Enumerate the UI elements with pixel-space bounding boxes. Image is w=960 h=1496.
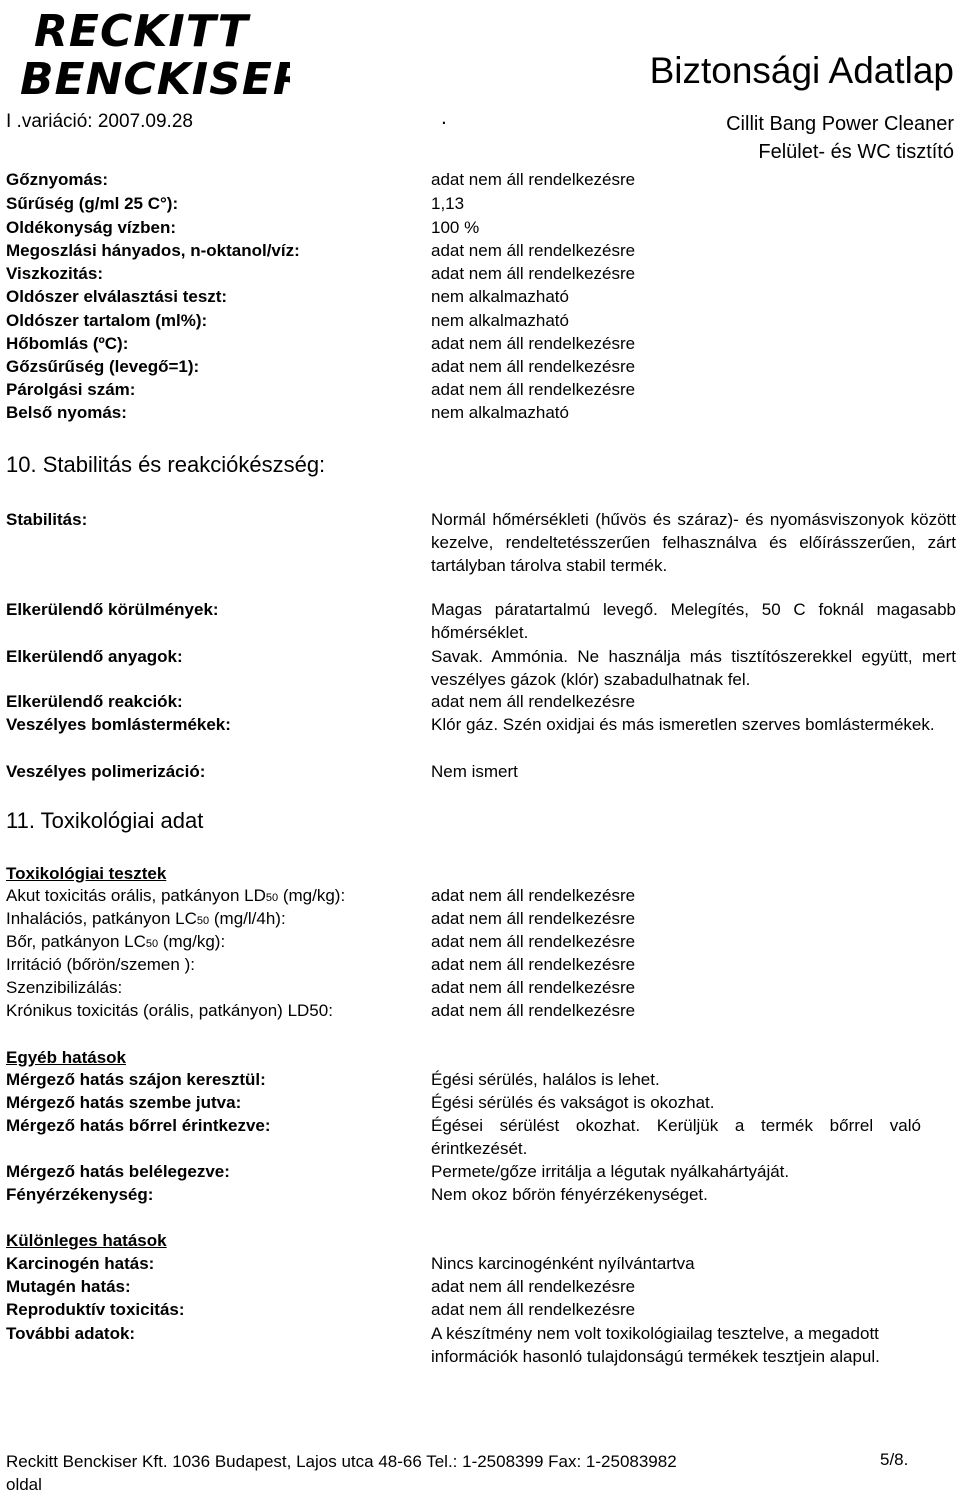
polymerization-value: Nem ismert bbox=[431, 762, 518, 781]
mutagenic-label: Mutagén hatás: bbox=[6, 1277, 131, 1296]
property-value: 100 % bbox=[431, 218, 480, 237]
materials-label: Elkerülendő anyagok: bbox=[6, 647, 183, 666]
property-label: Hőbomlás (ºC): bbox=[6, 334, 129, 353]
materials-value: Savak. Ammónia. Ne használja más tisztítószerekkel együtt, mert veszélyes gázok (klór) szabadulhatnak fel. bbox=[431, 647, 956, 689]
header-dot: . bbox=[441, 106, 447, 129]
further-data-value: A készítmény nem volt toxikológiailag tesztelve, a megadott információk hasonló tulajdonságú termékek tesztjein alapul. bbox=[431, 1324, 880, 1366]
property-label: Sűrűség (g/ml 25 C°): bbox=[6, 194, 179, 213]
section-11-title: 11. Toxikológiai adat bbox=[6, 808, 204, 833]
property-value: adat nem áll rendelkezésre bbox=[431, 380, 636, 399]
test-label: Akut toxicitás orális, patkányon LD bbox=[6, 886, 266, 905]
photosensitivity-label: Fényérzékenység: bbox=[6, 1185, 154, 1204]
product-line2: Felület- és WC tisztító bbox=[758, 141, 954, 163]
version-date: I .variáció: 2007.09.28 bbox=[6, 111, 193, 132]
conditions-value: Magas páratartalmú levegő. Melegítés, 50 C foknál magasabb hőmérséklet. bbox=[431, 600, 956, 642]
footer bbox=[6, 1450, 677, 1496]
logo-graphic bbox=[20, 6, 290, 102]
other-effects-heading: Egyéb hatások bbox=[6, 1048, 126, 1067]
test-row bbox=[6, 907, 956, 930]
footer-company: Reckitt Benckiser Kft. 1036 Budapest, Lajos utca 48-66 Tel.: 1-2508399 Fax: 1-25083982 bbox=[6, 1452, 677, 1471]
logo-line2: BENCKISER bbox=[20, 54, 290, 102]
test-label: Irritáció (bőrön/szemen ): bbox=[6, 955, 195, 974]
inhalation-value: Permete/gőze irritálja a légutak nyálkahártyáját. bbox=[431, 1162, 790, 1181]
reactions-value: adat nem áll rendelkezésre bbox=[431, 692, 636, 711]
carcinogenic-value: Nincs karcinogénként nyílvántartva bbox=[431, 1254, 695, 1273]
test-row bbox=[6, 953, 956, 976]
test-label-subscript: 50 bbox=[265, 892, 279, 904]
property-value: nem alkalmazható bbox=[431, 311, 569, 330]
property-row bbox=[6, 239, 956, 262]
test-value: adat nem áll rendelkezésre bbox=[431, 1001, 636, 1020]
mutagenic-value: adat nem áll rendelkezésre bbox=[431, 1277, 636, 1296]
property-value: adat nem áll rendelkezésre bbox=[431, 334, 636, 353]
decomposition-label: Veszélyes bomlástermékek: bbox=[6, 715, 231, 734]
property-label: Oldószer elválasztási teszt: bbox=[6, 287, 228, 306]
test-row bbox=[6, 999, 956, 1022]
test-label: Bőr, patkányon LC bbox=[6, 932, 146, 951]
test-label-unit: (mg/kg): bbox=[158, 932, 226, 951]
logo-line1: RECKITT bbox=[34, 6, 249, 57]
property-label: Viszkozitás: bbox=[6, 264, 104, 283]
test-value: adat nem áll rendelkezésre bbox=[431, 955, 636, 974]
property-value: adat nem áll rendelkezésre bbox=[431, 170, 636, 189]
test-label: Inhalációs, patkányon LC bbox=[6, 909, 197, 928]
test-label-unit: (mg/kg): bbox=[278, 886, 346, 905]
test-value: adat nem áll rendelkezésre bbox=[431, 886, 636, 905]
tests-heading: Toxikológiai tesztek bbox=[6, 864, 167, 883]
property-row bbox=[6, 262, 956, 285]
reactions-label: Elkerülendő reakciók: bbox=[6, 692, 183, 711]
test-label: Szenzibilizálás: bbox=[6, 978, 123, 997]
special-effects-heading: Különleges hatások bbox=[6, 1231, 167, 1250]
property-value: nem alkalmazható bbox=[431, 403, 569, 422]
property-row bbox=[6, 192, 956, 215]
property-row bbox=[6, 168, 956, 191]
property-row bbox=[6, 378, 956, 401]
property-value: 1,13 bbox=[431, 194, 465, 213]
eye-value: Égési sérülés és vakságot is okozhat. bbox=[431, 1093, 715, 1112]
reproductive-label: Reproduktív toxicitás: bbox=[6, 1300, 185, 1319]
further-data-label: További adatok: bbox=[6, 1324, 136, 1343]
property-row bbox=[6, 332, 956, 355]
reproductive-value: adat nem áll rendelkezésre bbox=[431, 1300, 636, 1319]
test-label-subscript: 50 bbox=[196, 915, 210, 927]
property-label: Oldószer tartalom (ml%): bbox=[6, 311, 208, 330]
footer-page-word: oldal bbox=[6, 1475, 42, 1494]
section-10-title: 10. Stabilitás és reakciókészség: bbox=[6, 452, 326, 477]
skin-label: Mérgező hatás bőrrel érintkezve: bbox=[6, 1116, 271, 1135]
property-label: Gőzsűrűség (levegő=1): bbox=[6, 357, 200, 376]
inhalation-label: Mérgező hatás belélegezve: bbox=[6, 1162, 230, 1181]
document-title: Biztonsági Adatlap bbox=[649, 50, 954, 91]
test-row bbox=[6, 976, 956, 999]
decomposition-value: Klór gáz. Szén oxidjai és más ismeretlen szerves bomlástermékek. bbox=[431, 715, 935, 734]
test-value: adat nem áll rendelkezésre bbox=[431, 978, 636, 997]
test-label-subscript: 50 bbox=[145, 938, 159, 950]
property-label: Oldékonyság vízben: bbox=[6, 218, 177, 237]
property-label: Párolgási szám: bbox=[6, 380, 136, 399]
property-row bbox=[6, 401, 956, 424]
product-line1: Cillit Bang Power Cleaner bbox=[726, 113, 954, 135]
stability-value: Normál hőmérsékleti (hűvös és száraz)- és nyomásviszonyok között kezelve, rendeltetésszerűen felhasználva és előírásszerűen, zárt tartályban tárolva stabil termék. bbox=[431, 510, 956, 575]
test-label-unit: (mg/l/4h): bbox=[209, 909, 286, 928]
property-value: nem alkalmazható bbox=[431, 287, 569, 306]
test-label: Krónikus toxicitás (orális, patkányon) LD50: bbox=[6, 1001, 333, 1020]
conditions-label: Elkerülendő körülmények: bbox=[6, 600, 219, 619]
oral-value: Égési sérülés, halálos is lehet. bbox=[431, 1070, 660, 1089]
footer-page-number: 5/8. bbox=[880, 1450, 909, 1469]
photosensitivity-value: Nem okoz bőrön fényérzékenységet. bbox=[431, 1185, 708, 1204]
test-row bbox=[6, 884, 956, 907]
property-label: Belső nyomás: bbox=[6, 403, 127, 422]
test-row bbox=[6, 930, 956, 953]
property-row bbox=[6, 216, 956, 239]
property-value: adat nem áll rendelkezésre bbox=[431, 357, 636, 376]
carcinogenic-label: Karcinogén hatás: bbox=[6, 1254, 155, 1273]
property-row bbox=[6, 309, 956, 332]
test-value: adat nem áll rendelkezésre bbox=[431, 932, 636, 951]
skin-value: Égései sérülést okozhat. Kerüljük a termék bőrrel való érintkezését. bbox=[431, 1116, 921, 1158]
oral-label: Mérgező hatás szájon keresztül: bbox=[6, 1070, 266, 1089]
stability-label: Stabilitás: bbox=[6, 510, 88, 529]
property-row bbox=[6, 355, 956, 378]
property-row bbox=[6, 285, 956, 308]
property-label: Gőznyomás: bbox=[6, 170, 109, 189]
test-value: adat nem áll rendelkezésre bbox=[431, 909, 636, 928]
property-value: adat nem áll rendelkezésre bbox=[431, 264, 636, 283]
property-label: Megoszlási hányados, n-oktanol/víz: bbox=[6, 241, 300, 260]
polymerization-label: Veszélyes polimerizáció: bbox=[6, 762, 206, 781]
company-logo bbox=[20, 6, 290, 102]
product-name bbox=[726, 110, 954, 166]
eye-label: Mérgező hatás szembe jutva: bbox=[6, 1093, 242, 1112]
property-value: adat nem áll rendelkezésre bbox=[431, 241, 636, 260]
